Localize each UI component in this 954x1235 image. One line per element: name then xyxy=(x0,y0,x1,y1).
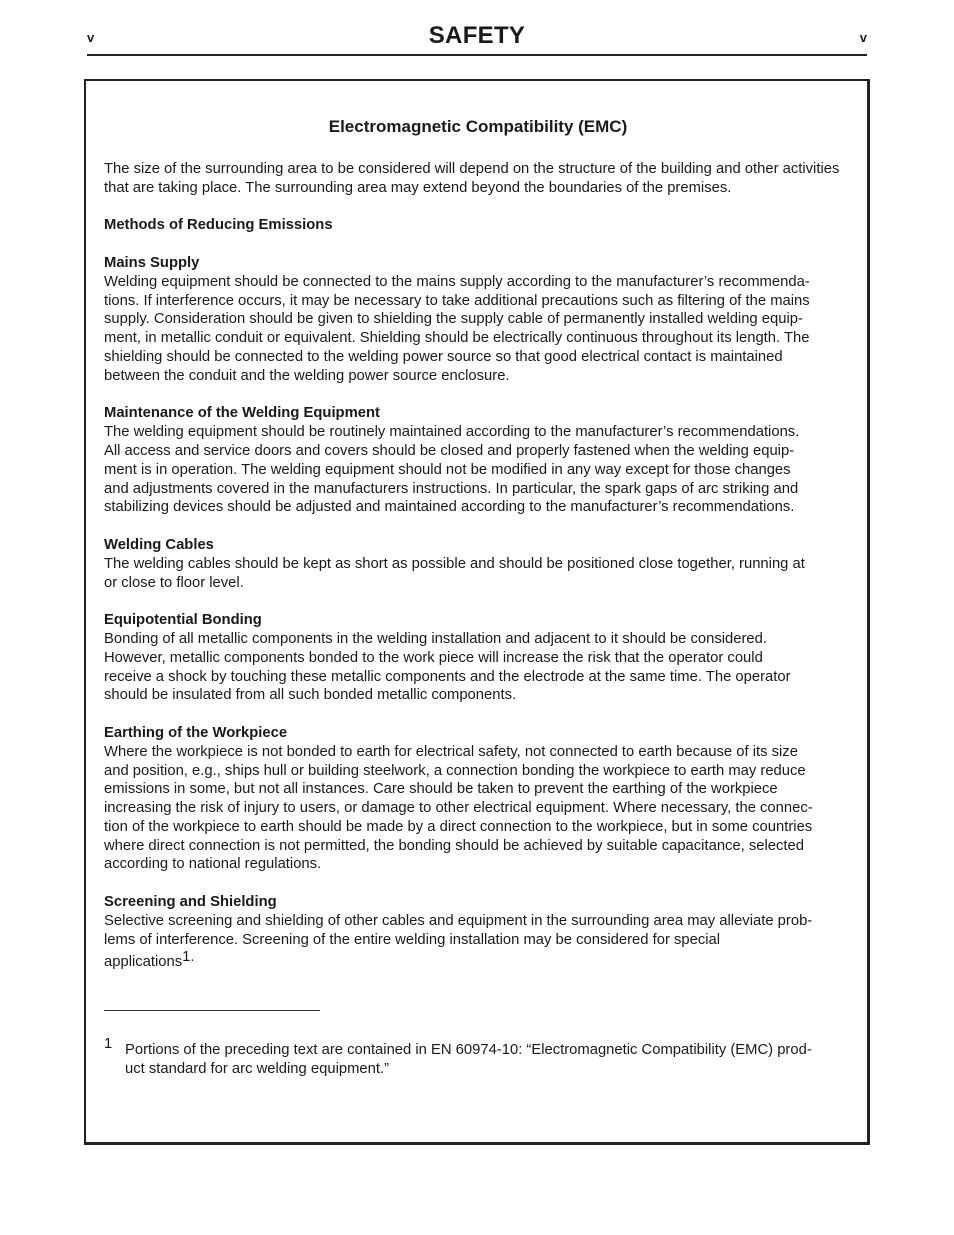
intro-paragraph: The size of the surrounding area to be considered will depend on the structure of the building and other activities that are taking place. The surrounding area may extend beyond the boundaries of the premises. xyxy=(104,161,840,196)
section-heading: Equipotential Bonding xyxy=(104,612,262,629)
text-line: ment is in operation. The welding equipment should not be modified in any way except for those changes xyxy=(104,461,791,478)
page-header xyxy=(87,22,867,56)
section-welding-cables xyxy=(104,536,852,592)
document-body xyxy=(104,117,852,1079)
page-number-left: v xyxy=(87,30,95,45)
text-line: should be insulated from all such bonded metallic components. xyxy=(104,687,517,704)
text-line: The welding equipment should be routinely maintained according to the manufacturer’s recommendations. xyxy=(104,424,800,441)
text-line: The welding cables should be kept as short as possible and should be positioned close together, running at xyxy=(104,555,805,572)
text-line: All access and service doors and covers should be closed and properly fastened when the welding equip- xyxy=(104,442,795,459)
section-earthing-workpiece xyxy=(104,724,852,874)
emc-content-box xyxy=(84,79,870,1145)
text-line: However, metallic components bonded to the work piece will increase the risk that the operator could xyxy=(104,649,763,666)
section-title: SAFETY xyxy=(428,22,526,49)
section-heading: Welding Cables xyxy=(104,536,214,553)
text-line: increasing the risk of injury to users, or damage to other electrical equipment. Where necessary, the connec- xyxy=(104,800,813,817)
footnote-mark: 1 xyxy=(104,1036,113,1053)
footnote-reference: 1. xyxy=(182,949,195,966)
methods-heading: Methods of Reducing Emissions xyxy=(104,217,333,234)
section-maintenance xyxy=(104,404,852,517)
section-heading: Mains Supply xyxy=(104,254,200,271)
text-line: Bonding of all metallic components in the welding installation and adjacent to it should be considered. xyxy=(104,630,767,647)
text-line: lems of interference. Screening of the entire welding installation may be considered for special xyxy=(104,931,721,948)
text-line: and adjustments covered in the manufacturers instructions. In particular, the spark gaps of arc striking and xyxy=(104,480,799,497)
section-screening-shielding xyxy=(104,893,852,972)
text-line: tions. If interference occurs, it may be necessary to take additional precautions such as filtering of the mains xyxy=(104,292,810,309)
text-line: Where the workpiece is not bonded to earth for electrical safety, not connected to earth because of its size xyxy=(104,743,798,760)
text-line: stabilizing devices should be adjusted and maintained according to the manufacturer’s recommendations. xyxy=(104,499,795,516)
text-line: between the conduit and the welding power source enclosure. xyxy=(104,367,510,384)
text-line: Selective screening and shielding of other cables and equipment in the surrounding area may alleviate prob- xyxy=(104,912,813,929)
page-number-right: v xyxy=(859,30,867,45)
section-mains-supply xyxy=(104,254,852,386)
document-title: Electromagnetic Compatibility (EMC) xyxy=(328,117,628,136)
text-line: supply. Consideration should be given to shielding the supply cable of permanently installed welding equip- xyxy=(104,311,803,328)
footnote-line: Portions of the preceding text are contained in EN 60974-10: “Electromagnetic Compatibility (EMC) prod- xyxy=(125,1042,812,1059)
text-line: ment, in metallic conduit or equivalent. Shielding should be electrically continuous throughout its length. The xyxy=(104,330,810,347)
text-line: where direct connection is not permitted, the bonding should be achieved by suitable capacitance, selected xyxy=(104,837,805,854)
footnote xyxy=(104,1036,852,1079)
text-line: and position, e.g., ships hull or building steelwork, a connection bonding the workpiece to earth may reduce xyxy=(104,762,806,779)
section-heading: Maintenance of the Welding Equipment xyxy=(104,405,380,422)
footnote-line: uct standard for arc welding equipment.” xyxy=(125,1061,390,1078)
section-heading: Earthing of the Workpiece xyxy=(104,724,288,741)
text-line: tion of the workpiece to earth should be made by a direct connection to the workpiece, but in some countries xyxy=(104,818,813,835)
text-fragment: applications xyxy=(104,954,183,971)
text-line: Welding equipment should be connected to the mains supply according to the manufacturer’s recommenda- xyxy=(104,273,810,290)
text-line: emissions in some, but not all instances. Care should be taken to prevent the earthing of the workpiece xyxy=(104,781,778,798)
text-line: or close to floor level. xyxy=(104,574,244,591)
section-heading: Screening and Shielding xyxy=(104,894,277,911)
text-line xyxy=(104,949,852,972)
section-equipotential-bonding xyxy=(104,611,852,705)
text-line: according to national regulations. xyxy=(104,856,322,873)
footnote-divider xyxy=(104,1010,320,1011)
text-line: receive a shock by touching these metallic components and the electrode at the same time. The operator xyxy=(104,668,791,685)
text-line: shielding should be connected to the welding power source so that good electrical contact is maintained xyxy=(104,348,783,365)
